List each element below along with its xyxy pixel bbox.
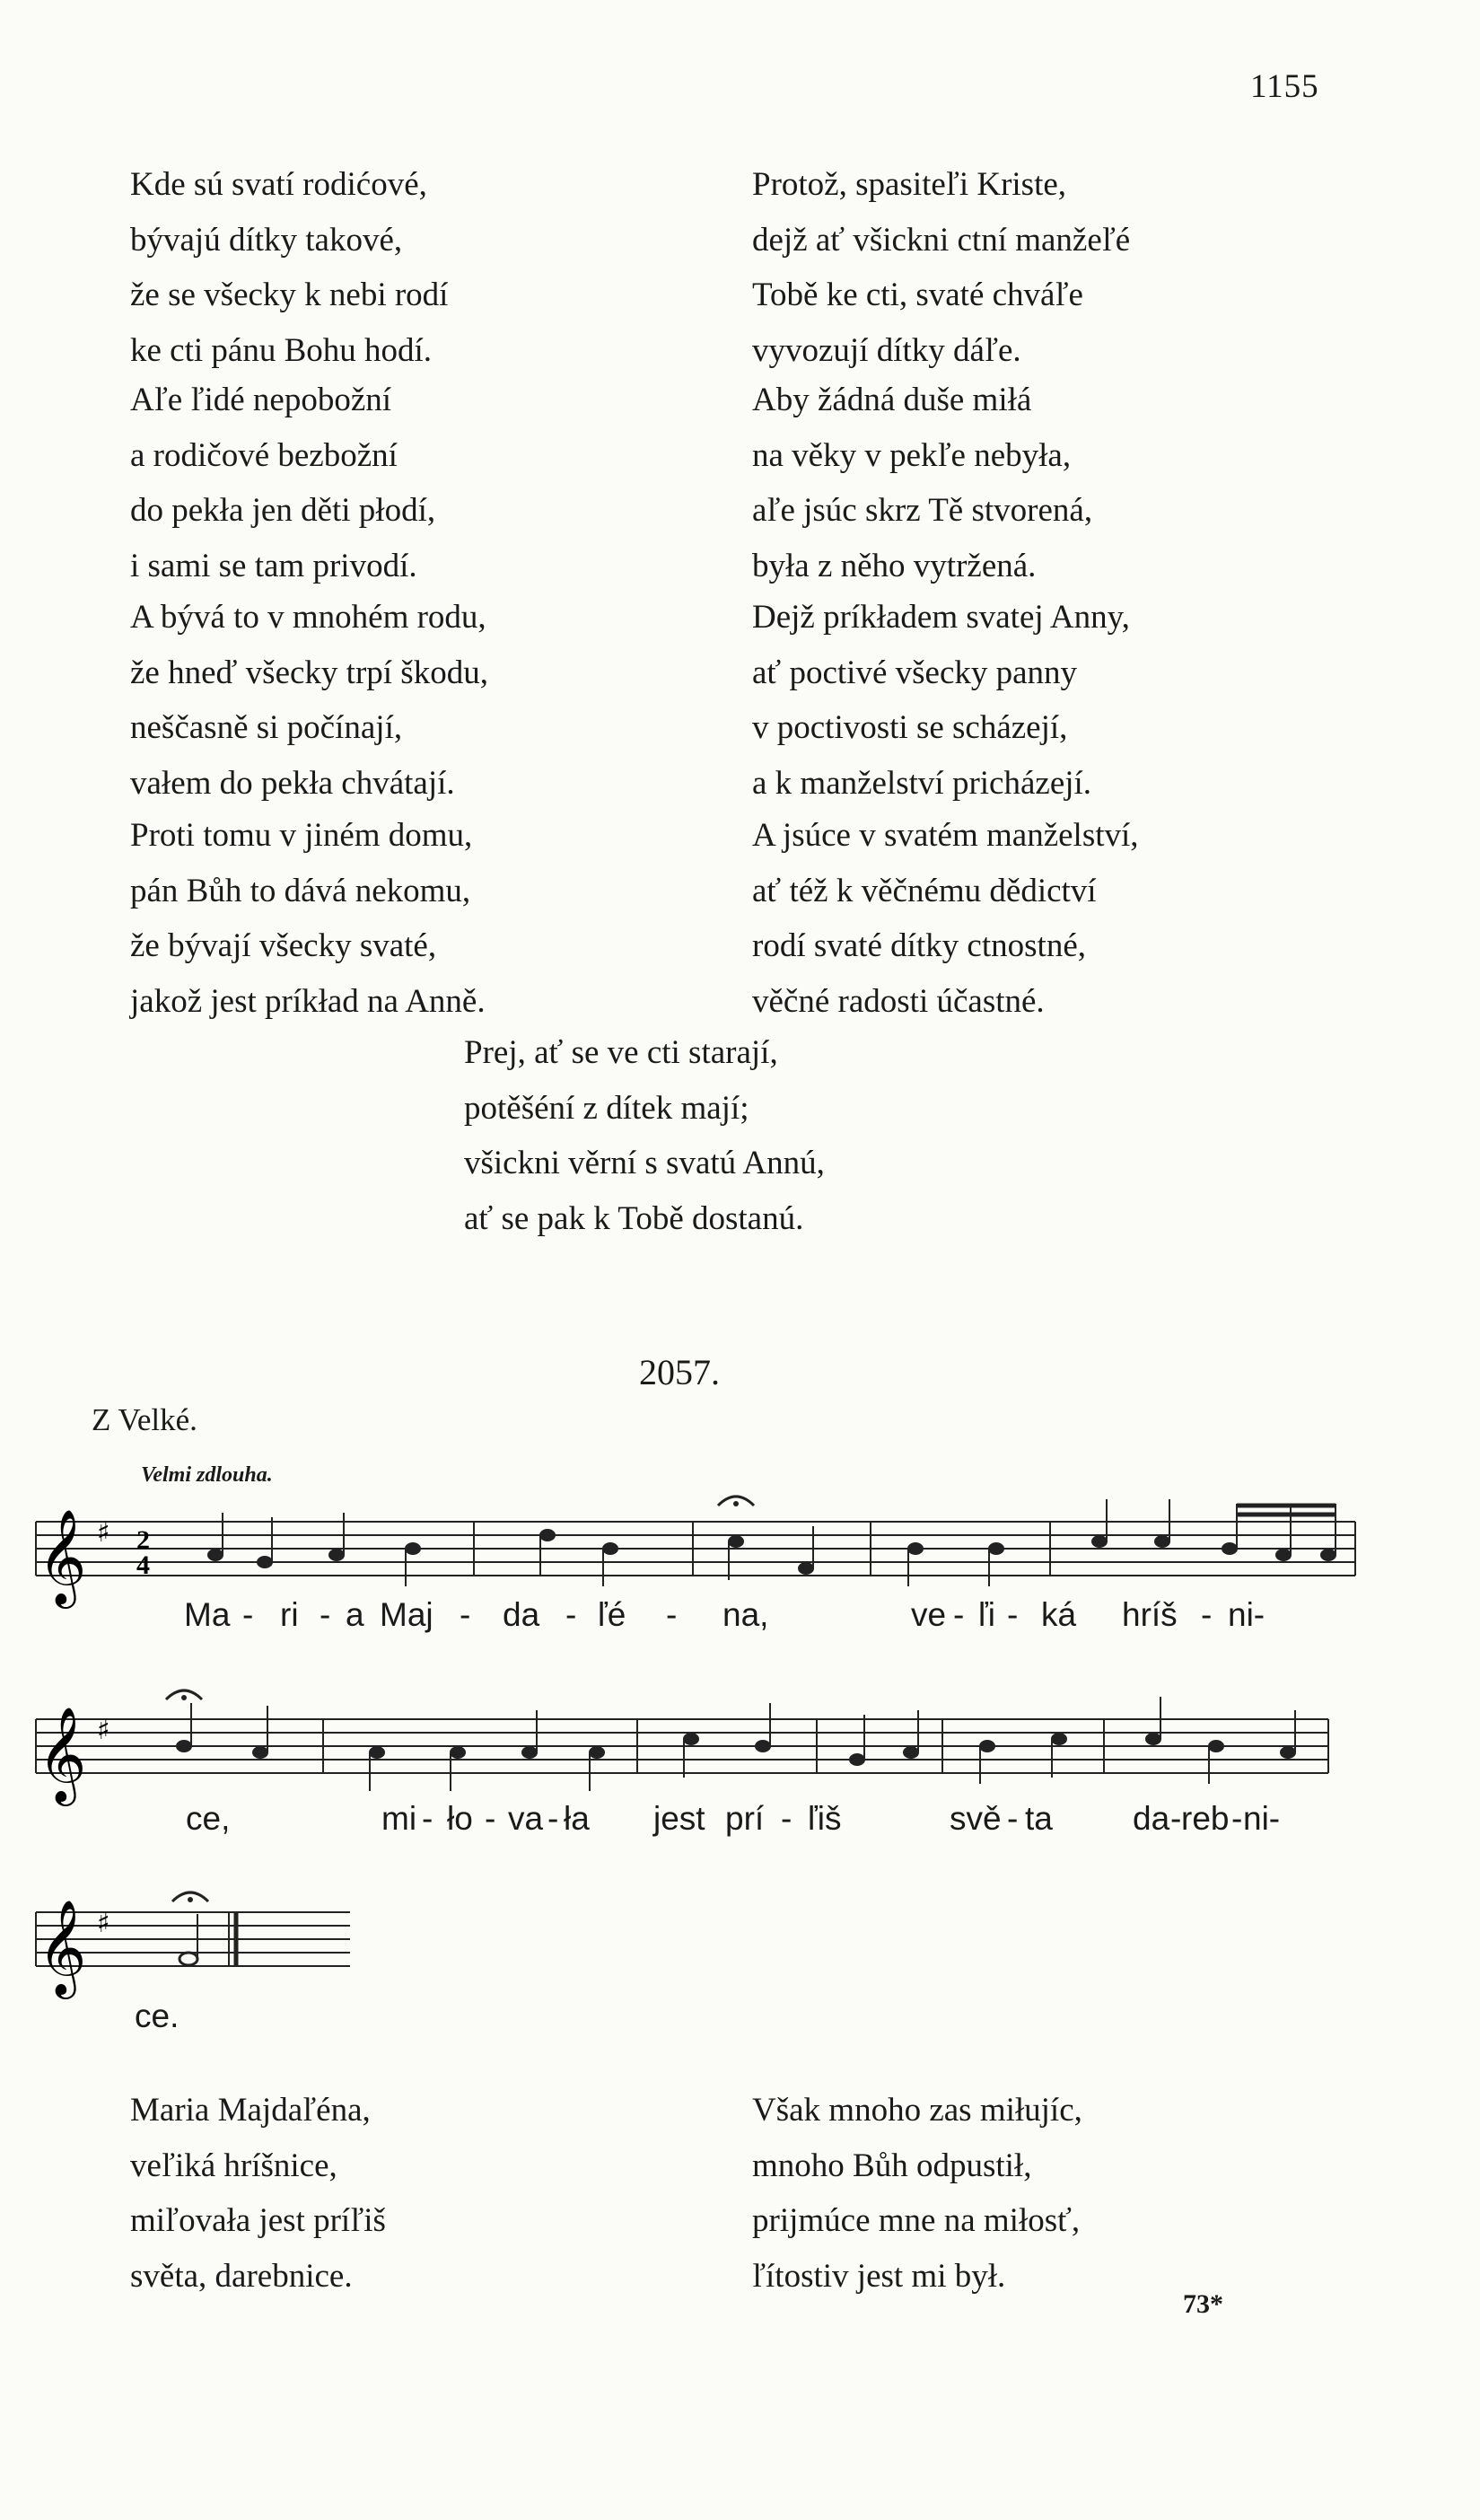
treble-clef-icon: 𝄞 bbox=[38, 1899, 87, 1995]
stanza-2 bbox=[130, 373, 435, 593]
stanza-line: a k manželství pricházejí. bbox=[752, 764, 1092, 802]
stanza-line: Prej, ať se ve cti starají, bbox=[464, 1034, 778, 1071]
lyric-syllable: jest bbox=[653, 1800, 705, 1837]
lyric-hyphen: - bbox=[547, 1800, 559, 1837]
lyric-syllable: svě bbox=[950, 1800, 1002, 1837]
stanza-line: aľe jsúc skrz Tě stvorená, bbox=[752, 492, 1093, 529]
stanza-line: že hneď všecky trpí škodu, bbox=[130, 654, 488, 691]
stanza-8 bbox=[752, 808, 1139, 1029]
treble-clef-icon: 𝄞 bbox=[38, 1706, 87, 1802]
lyric-syllable: ľi bbox=[978, 1596, 996, 1633]
stanza-line: ať se pak k Tobě dostanú. bbox=[464, 1199, 804, 1237]
verse-line: světa, darebnice. bbox=[130, 2257, 353, 2295]
lyric-hyphen: - bbox=[666, 1596, 678, 1633]
lyric-syllable: da bbox=[503, 1596, 540, 1633]
song-number: 2057. bbox=[639, 1352, 720, 1392]
stanza-line: všickni věrní s svatú Annú, bbox=[464, 1145, 825, 1181]
verse-line: prijmúce mne na miłosť, bbox=[752, 2202, 1081, 2239]
music-staff-1 bbox=[27, 1495, 1364, 1611]
stanza-line: dejž ať všickni ctní manžeľé bbox=[752, 221, 1131, 259]
verse-line: Maria Majdaľéna, bbox=[130, 2092, 371, 2129]
stanza-line: A bývá to v mnohém rodu, bbox=[130, 599, 486, 636]
time-signature-top: 2 bbox=[136, 1525, 150, 1555]
stanza-line: rodí svaté dítky ctnostné, bbox=[752, 927, 1086, 964]
stanza-line: A jsúce v svatém manželství, bbox=[752, 817, 1139, 854]
lyric-hyphen: - bbox=[1007, 1800, 1019, 1837]
stanza-line: jakož jest príkład na Anně. bbox=[130, 982, 486, 1020]
stanza-line: Kde sú svatí rodićové, bbox=[130, 166, 427, 203]
lyric-syllable: a bbox=[346, 1596, 364, 1633]
lyric-syllable: na, bbox=[722, 1596, 769, 1633]
stanza-line: do pekła jen děti płodí, bbox=[130, 492, 436, 529]
stanza-9 bbox=[464, 1025, 825, 1246]
verse-line: ľítostiv jest mi był. bbox=[752, 2257, 1006, 2295]
lyric-syllable: Ma bbox=[184, 1596, 231, 1633]
stanza-line: i sami se tam privodí. bbox=[130, 547, 417, 584]
stanza-line: ať poctivé všecky panny bbox=[752, 654, 1078, 691]
music-staff-3 bbox=[27, 1885, 368, 2002]
lyric-hyphen: - bbox=[781, 1800, 793, 1837]
lyrics-line-1 bbox=[0, 1596, 1480, 1641]
stanza-5 bbox=[752, 157, 1130, 378]
lyric-hyphen: - bbox=[1170, 1800, 1182, 1837]
stanza-line: na věky v pekľe nebyła, bbox=[752, 436, 1072, 474]
stanza-line: vyvozují dítky dáľe. bbox=[752, 331, 1021, 369]
verse-1 bbox=[130, 2083, 386, 2304]
lyric-syllable: va bbox=[508, 1800, 544, 1837]
stanza-line: Protož, spasiteľi Kriste, bbox=[752, 166, 1067, 203]
lyric-syllable: da bbox=[1133, 1800, 1170, 1837]
lyric-syllable: ce, bbox=[186, 1800, 231, 1837]
lyric-syllable: ká bbox=[1041, 1596, 1077, 1633]
stanza-line: ať též k věčnému dědictví bbox=[752, 872, 1097, 909]
lyric-syllable: ni- bbox=[1243, 1800, 1281, 1837]
lyric-syllable: ło bbox=[447, 1800, 473, 1837]
lyric-hyphen: - bbox=[460, 1596, 471, 1633]
stanza-3 bbox=[130, 590, 488, 811]
lyric-syllable: reb bbox=[1181, 1800, 1230, 1837]
stanza-line: ke cti pánu Bohu hodí. bbox=[130, 331, 433, 369]
song-source: Z Velké. bbox=[92, 1402, 197, 1437]
lyric-hyphen: - bbox=[1007, 1596, 1019, 1633]
lyric-syllable: mi bbox=[381, 1800, 417, 1837]
stanza-line: potěšéní z dítek mají; bbox=[464, 1089, 749, 1127]
treble-clef-icon: 𝄞 bbox=[38, 1508, 87, 1604]
time-signature-bottom: 4 bbox=[136, 1550, 150, 1580]
lyric-final-syllable: ce. bbox=[135, 1998, 180, 2034]
stanza-line: Aľe ľidé nepobožní bbox=[130, 382, 392, 418]
page-number: 1155 bbox=[1250, 68, 1319, 105]
key-sharp-icon: ♯ bbox=[97, 1908, 110, 1939]
lyric-syllable: Maj bbox=[380, 1596, 433, 1633]
lyric-hyphen: - bbox=[320, 1596, 331, 1633]
stanza-line: že bývají všecky svaté, bbox=[130, 927, 437, 964]
stanza-line: Tobě ke cti, svaté chváľe bbox=[752, 277, 1083, 313]
stanza-4 bbox=[130, 808, 486, 1029]
verse-2 bbox=[752, 2083, 1082, 2304]
lyric-hyphen: - bbox=[242, 1596, 254, 1633]
lyric-hyphen: - bbox=[1201, 1596, 1213, 1633]
stanza-line: Proti tomu v jiném domu, bbox=[130, 817, 473, 854]
lyric-hyphen: - bbox=[485, 1800, 496, 1837]
lyric-syllable: ve bbox=[911, 1596, 947, 1633]
verse-line: mnoho Bůh odpustił, bbox=[752, 2147, 1032, 2184]
signature-mark: 73* bbox=[1183, 2289, 1223, 2319]
stanza-1 bbox=[130, 157, 448, 378]
lyric-hyphen: - bbox=[565, 1596, 577, 1633]
lyric-syllable: ni- bbox=[1228, 1596, 1265, 1633]
stanza-line: a rodičové bezbožní bbox=[130, 436, 398, 474]
lyrics-line-2 bbox=[0, 1800, 1480, 1845]
stanza-line: v poctivosti se scházejí, bbox=[752, 709, 1068, 746]
key-sharp-icon: ♯ bbox=[97, 1715, 110, 1746]
stanza-line: pán Bůh to dává nekomu, bbox=[130, 872, 471, 909]
lyric-syllable: ła bbox=[564, 1800, 590, 1837]
lyric-hyphen: - bbox=[953, 1596, 965, 1633]
lyric-syllable: ľé bbox=[598, 1596, 626, 1633]
stanza-line: Dejž príkładem svatej Anny, bbox=[752, 599, 1130, 636]
stanza-line: věčné radosti účastné. bbox=[752, 982, 1045, 1020]
stanza-line: była z něho vytržená. bbox=[752, 547, 1037, 584]
stanza-line: Aby žádná duše miłá bbox=[752, 382, 1032, 418]
stanza-line: že se všecky k nebi rodí bbox=[130, 277, 449, 313]
stanza-line: neščasně si počínají, bbox=[130, 709, 403, 746]
verse-line: miľovała jest príľiš bbox=[130, 2202, 386, 2239]
stanza-7 bbox=[752, 590, 1130, 811]
lyric-hyphen: - bbox=[422, 1800, 433, 1837]
lyric-syllable: ta bbox=[1025, 1800, 1053, 1837]
lyric-syllable: ri bbox=[280, 1596, 299, 1633]
lyric-syllable: prí bbox=[725, 1800, 765, 1837]
verse-line: Však mnoho zas miłujíc, bbox=[752, 2092, 1082, 2129]
stanza-line: vałem do pekła chvátají. bbox=[130, 764, 455, 802]
lyric-hyphen: - bbox=[1231, 1800, 1243, 1837]
music-staff-2 bbox=[27, 1692, 1364, 1809]
key-sharp-icon: ♯ bbox=[97, 1517, 110, 1549]
lyric-syllable: ľiš bbox=[808, 1800, 842, 1837]
tempo-marking: Velmi zdlouha. bbox=[141, 1463, 273, 1487]
verse-line: veľiká hríšnice, bbox=[130, 2147, 337, 2184]
stanza-6 bbox=[752, 373, 1092, 593]
stanza-line: bývajú dítky takové, bbox=[130, 221, 403, 259]
lyric-syllable: hríš bbox=[1122, 1596, 1178, 1633]
